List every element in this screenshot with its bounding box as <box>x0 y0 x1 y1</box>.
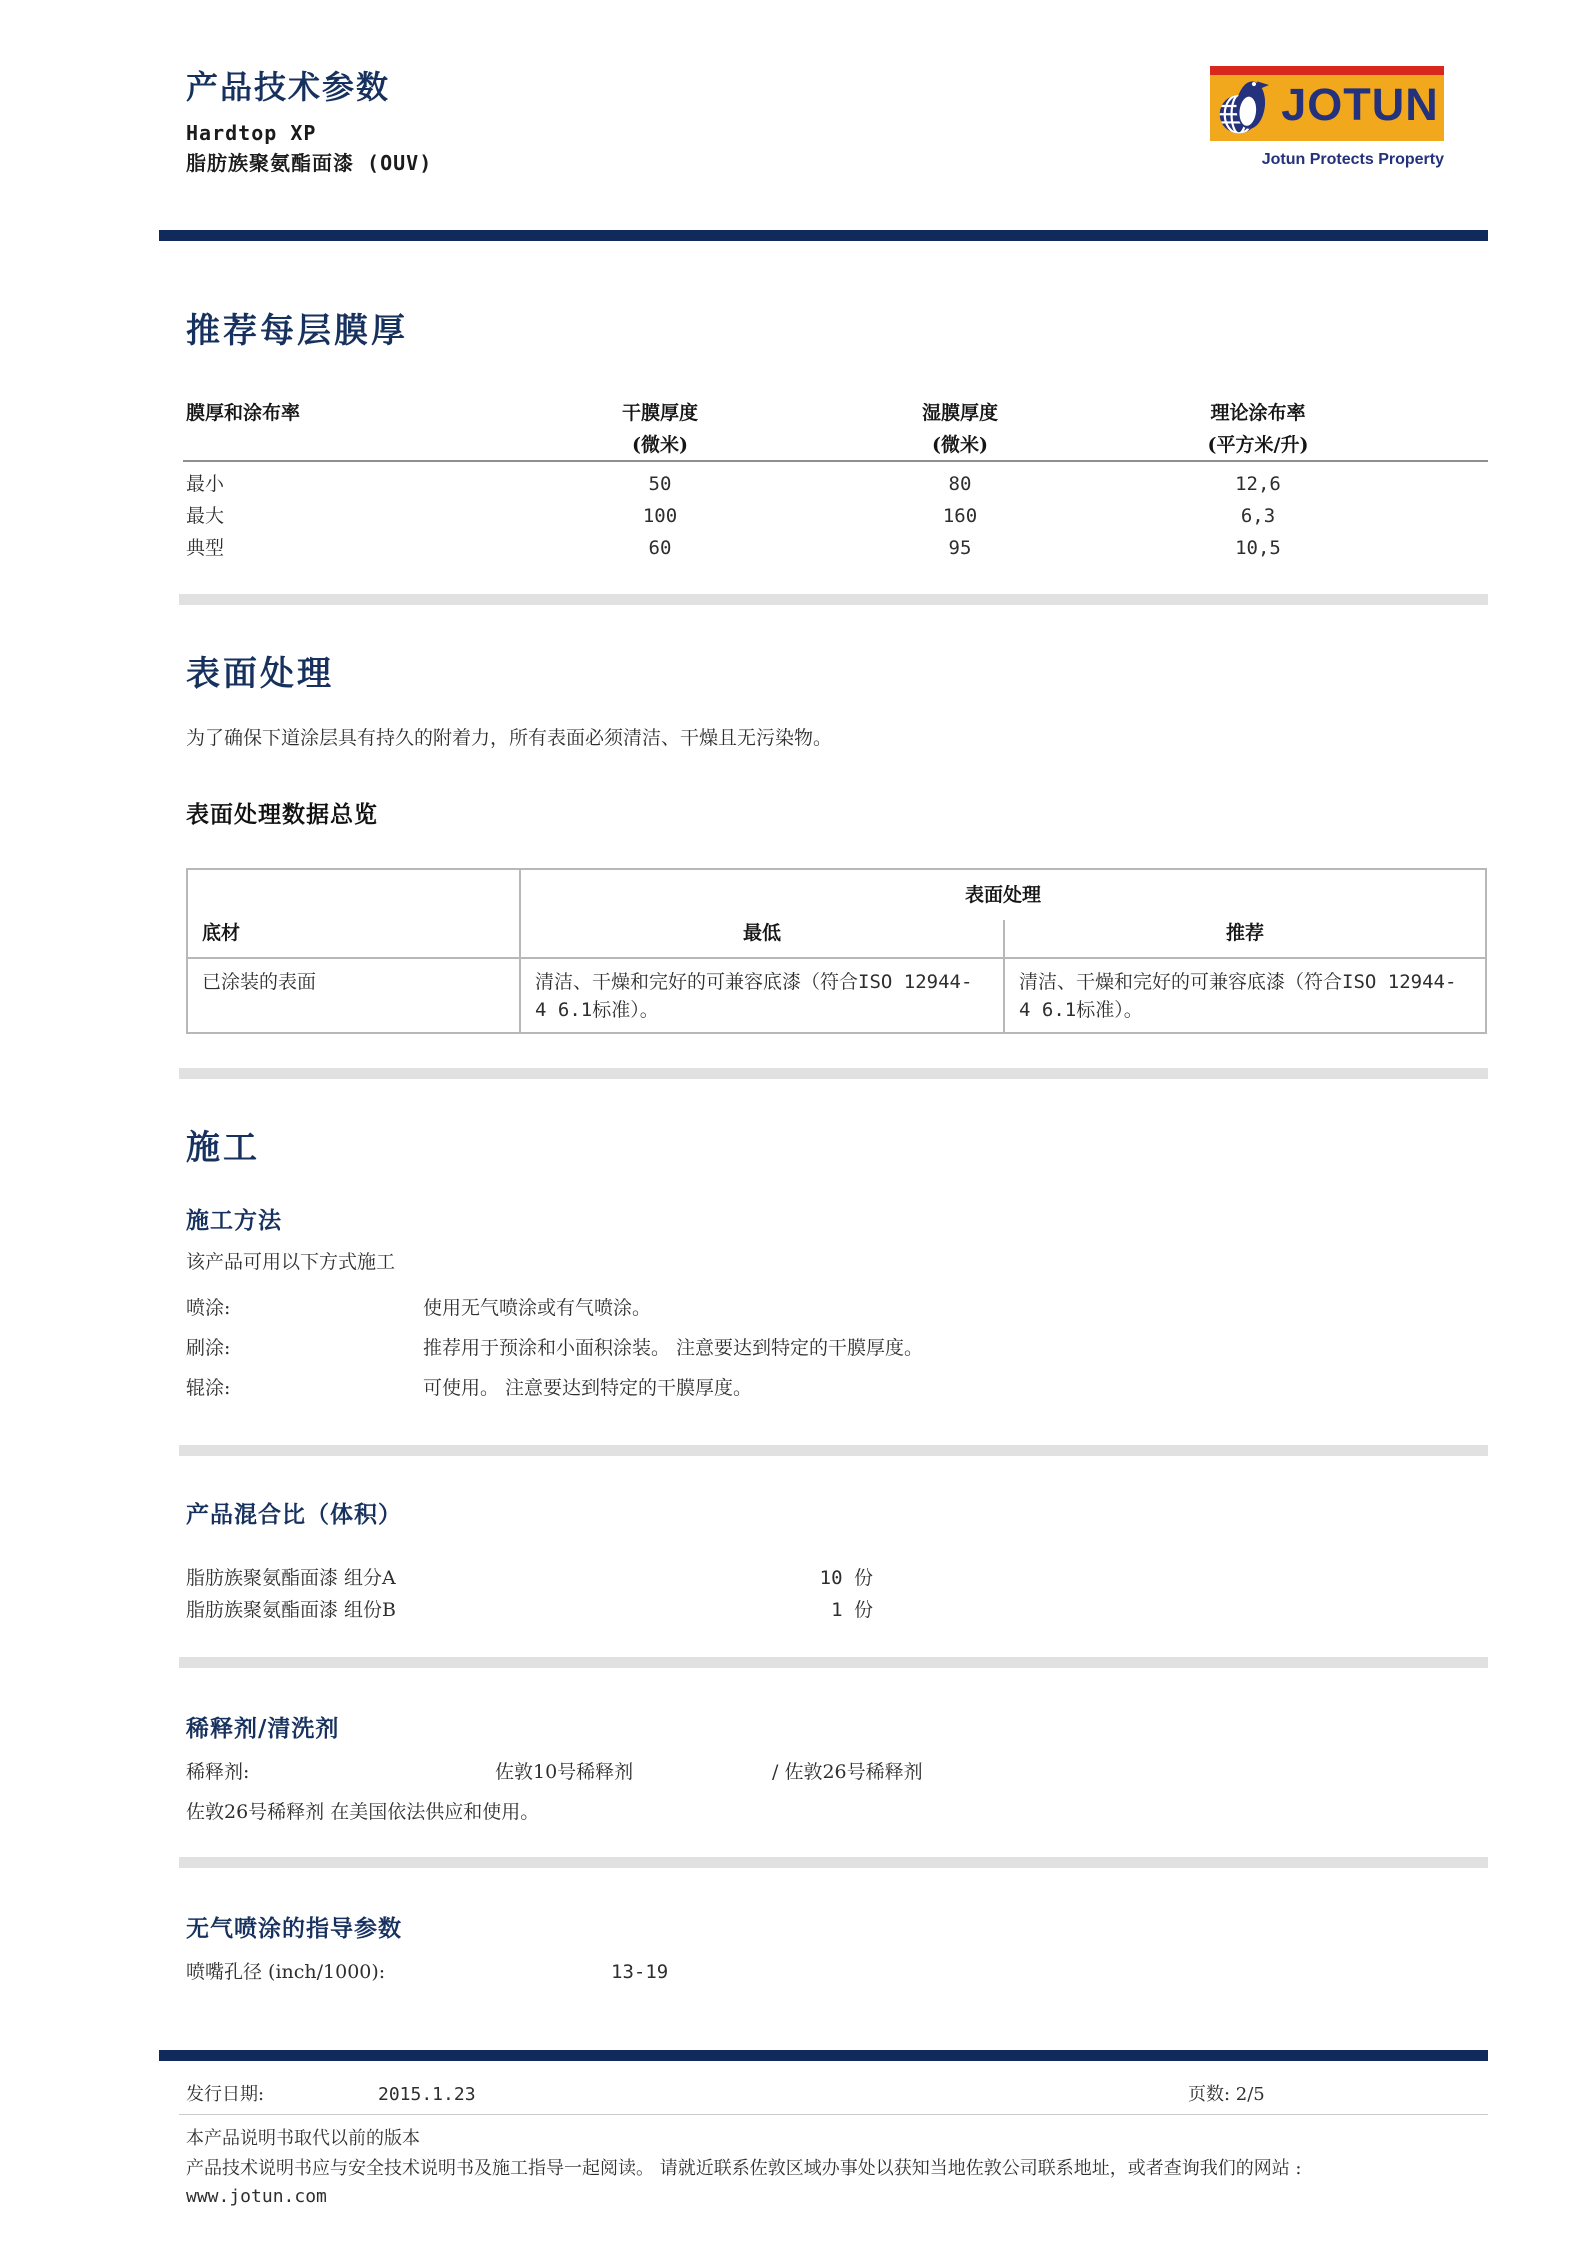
penguin-globe-icon <box>1216 75 1280 137</box>
method-label: 辊涂: <box>186 1377 231 1399</box>
jotun-logo <box>1210 66 1444 141</box>
separator-bar <box>179 1857 1488 1868</box>
mixing-row-label: 脂肪族聚氨酯面漆 组份B <box>186 1599 397 1621</box>
column-header-row-label: 膜厚和涂布率 <box>186 402 301 424</box>
table-header-rule <box>183 460 1488 462</box>
separator-bar <box>179 1068 1488 1079</box>
section-title-surface-prep: 表面处理 <box>186 654 334 694</box>
airless-row-label: 喷嘴孔径 (inch/1000): <box>186 1961 386 1983</box>
section-title-application: 施工 <box>186 1128 260 1168</box>
footer-rule-bar <box>159 2050 1488 2061</box>
group-header-surface-prep: 表面处理 <box>964 884 1041 906</box>
cell-minimum: 清洁、干燥和完好的可兼容底漆（符合ISO 12944-4 6.1标准）。 <box>535 971 973 1021</box>
airless-row-value: 13-19 <box>611 1961 669 1983</box>
mixing-row-value: 10 份 <box>819 1567 873 1589</box>
brand-tagline: Jotun Protects Property <box>1261 151 1444 168</box>
subsection-title-airless: 无气喷涂的指导参数 <box>186 1915 402 1942</box>
mixing-row-label: 脂肪族聚氨酯面漆 组分A <box>186 1567 396 1589</box>
method-label: 喷涂: <box>186 1297 231 1319</box>
cell-substrate: 已涂装的表面 <box>202 971 317 993</box>
cell-recommended: 清洁、干燥和完好的可兼容底漆（符合ISO 12944-4 6.1标准）。 <box>1019 971 1457 1021</box>
brand-wordmark: JOTUN <box>1281 79 1439 130</box>
table-row-label: 典型 <box>186 537 225 559</box>
method-label: 刷涂: <box>186 1337 231 1359</box>
footer-divider-line <box>179 2114 1488 2115</box>
method-value: 推荐用于预涂和小面积涂装。 注意要达到特定的干膜厚度。 <box>423 1337 924 1359</box>
page-title: 产品技术参数 <box>186 68 391 106</box>
method-value: 使用无气喷涂或有气喷涂。 <box>423 1297 652 1319</box>
separator-bar <box>179 1445 1488 1456</box>
subsection-title-mixing: 产品混合比（体积） <box>186 1501 402 1528</box>
footer-website-link[interactable]: www.jotun.com <box>186 2186 327 2207</box>
thinner-note: 佐敦26号稀释剂 在美国依法供应和使用。 <box>186 1801 540 1823</box>
thinner-row-label: 稀释剂: <box>186 1761 250 1783</box>
surface-prep-intro: 为了确保下道涂层具有持久的附着力，所有表面必须清洁、干燥且无污染物。 <box>186 727 833 749</box>
column-header-substrate: 底材 <box>202 922 241 944</box>
column-header-coverage: 理论涂布率 <box>1210 402 1306 424</box>
section-title-film-thickness: 推荐每层膜厚 <box>186 311 408 351</box>
column-header-wet-unit: (微米) <box>932 434 988 456</box>
header-rule-bar <box>159 230 1488 241</box>
footer-note-2: 产品技术说明书应与安全技术说明书及施工指导一起阅读。 请就近联系佐敦区域办事处以获知当地佐敦公司联系地址，或者查询我们的网站 : <box>186 2158 1302 2179</box>
column-header-coverage-unit: (平方米/升) <box>1207 434 1309 456</box>
cell-coverage: 6,3 <box>1240 505 1276 527</box>
footer-issue-label: 发行日期: <box>186 2084 265 2105</box>
column-header-minimum: 最低 <box>742 922 781 944</box>
cell-dry: 60 <box>648 537 672 559</box>
cell-coverage: 10,5 <box>1235 537 1281 559</box>
table-row-label: 最小 <box>186 473 225 495</box>
mixing-row-value: 1 份 <box>831 1599 873 1621</box>
subsection-title-surface-summary: 表面处理数据总览 <box>186 801 378 828</box>
method-value: 可使用。 注意要达到特定的干膜厚度。 <box>423 1377 753 1399</box>
column-header-dry-unit: (微米) <box>632 434 688 456</box>
column-header-wet: 湿膜厚度 <box>921 402 998 424</box>
column-header-dry: 干膜厚度 <box>621 402 698 424</box>
table-row-label: 最大 <box>186 505 225 527</box>
product-name: Hardtop XP <box>186 121 317 145</box>
cell-wet: 80 <box>948 473 972 495</box>
cell-coverage: 12,6 <box>1235 473 1281 495</box>
separator-bar <box>179 594 1488 605</box>
footer-issue-date: 2015.1.23 <box>378 2084 476 2105</box>
thinner-value-2: / 佐敦26号稀释剂 <box>772 1761 923 1783</box>
cell-wet: 160 <box>942 505 978 527</box>
subsection-title-methods: 施工方法 <box>186 1207 282 1234</box>
product-subtitle: 脂肪族聚氨酯面漆 (OUV) <box>186 151 433 175</box>
methods-intro: 该产品可用以下方式施工 <box>186 1251 396 1273</box>
table-surface-prep <box>186 868 1487 1034</box>
subsection-title-thinner: 稀释剂/清洗剂 <box>186 1715 340 1742</box>
cell-dry: 50 <box>648 473 672 495</box>
thinner-value-1: 佐敦10号稀释剂 <box>495 1761 634 1783</box>
cell-dry: 100 <box>642 505 678 527</box>
table-header-divider <box>188 957 1485 959</box>
separator-bar <box>179 1657 1488 1668</box>
footer-note-1: 本产品说明书取代以前的版本 <box>186 2128 420 2149</box>
cell-wet: 95 <box>948 537 972 559</box>
column-header-recommended: 推荐 <box>1225 922 1264 944</box>
logo-red-stripe <box>1210 66 1444 75</box>
footer-page-number: 页数: 2/5 <box>1188 2084 1265 2105</box>
